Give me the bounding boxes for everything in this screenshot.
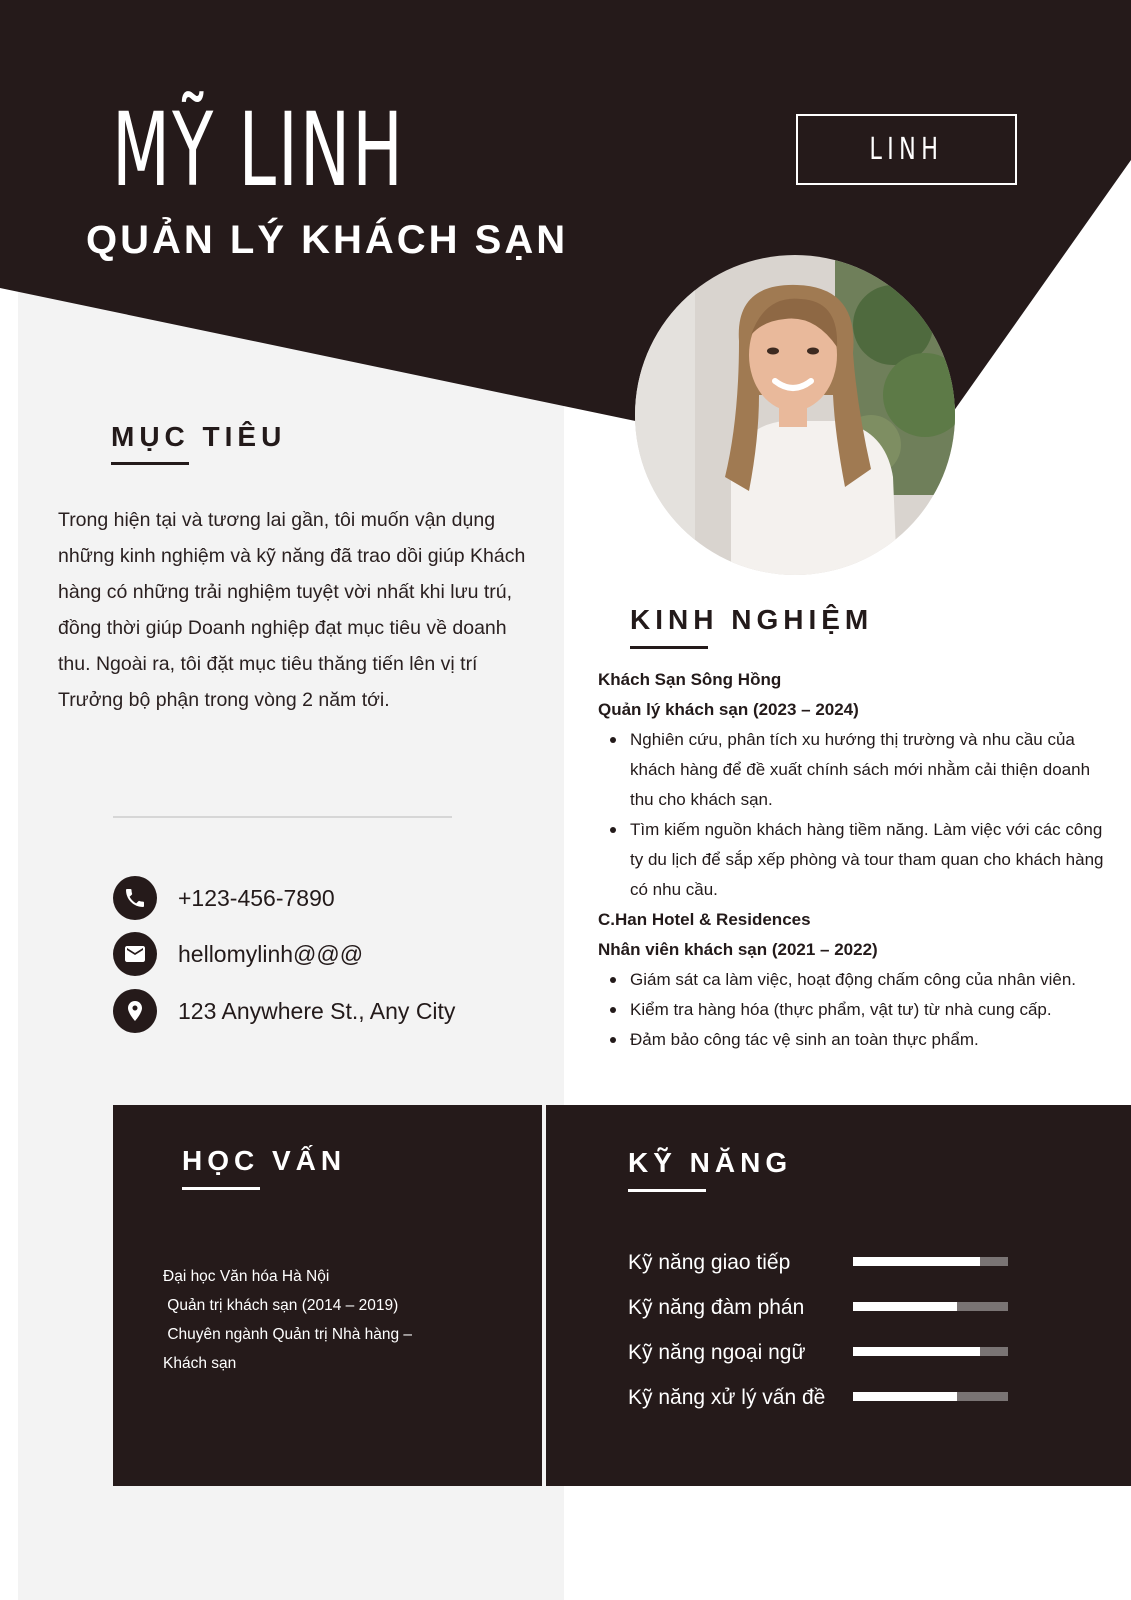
location-pin-icon bbox=[113, 989, 157, 1033]
job-duty-item: Kiểm tra hàng hóa (thực phẩm, vật tư) từ nhà cung cấp. bbox=[630, 995, 1108, 1025]
logo-text: LINH bbox=[869, 132, 944, 167]
education-major: Chuyên ngành Quản trị Nhà hàng – Khách sạn bbox=[163, 1326, 417, 1372]
job-duties bbox=[598, 725, 1108, 905]
skill-level-bar bbox=[853, 1392, 1008, 1401]
job-role: Nhân viên khách sạn (2021 – 2022) bbox=[598, 940, 878, 959]
skill-level-fill bbox=[853, 1257, 980, 1266]
skill-level-fill bbox=[853, 1302, 957, 1311]
contact-email: hellomylinh@@@ bbox=[178, 940, 364, 967]
contact-address-row bbox=[113, 989, 455, 1033]
skill-label: Kỹ năng giao tiếp bbox=[628, 1251, 791, 1274]
education-heading: HỌC VẤN bbox=[182, 1145, 347, 1176]
skill-label: Kỹ năng đàm phán bbox=[628, 1296, 805, 1319]
skill-level-fill bbox=[853, 1347, 980, 1356]
profile-photo bbox=[635, 255, 955, 575]
contact-phone: +123-456-7890 bbox=[178, 884, 335, 911]
job-duty-item: Nghiên cứu, phân tích xu hướng thị trường và nhu cầu của khách hàng để đề xuất chính sách mới nhằm cải thiện doanh thu cho khách sạn. bbox=[630, 725, 1108, 815]
job-company: C.Han Hotel & Residences bbox=[598, 910, 811, 929]
job-role: Quản lý khách sạn (2023 – 2024) bbox=[598, 700, 859, 719]
contact-email-row bbox=[113, 932, 363, 976]
job-duty-item: Tìm kiếm nguồn khách hàng tiềm năng. Làm việc với các công ty du lịch để sắp xếp phòng và tour tham quan cho khách hàng có nhu cầu. bbox=[630, 815, 1108, 905]
logo-box bbox=[796, 114, 1017, 185]
experience-heading: KINH NGHIỆM bbox=[630, 604, 874, 635]
job-duty-item: Đảm bảo công tác vệ sinh an toàn thực phẩm. bbox=[630, 1025, 1108, 1055]
education-school: Đại học Văn hóa Hà Nội bbox=[163, 1268, 330, 1285]
contact-phone-row bbox=[113, 876, 335, 920]
skill-level-bar bbox=[853, 1302, 1008, 1311]
education-degree: Quản trị khách sạn (2014 – 2019) bbox=[163, 1297, 399, 1314]
job-title: QUẢN LÝ KHÁCH SẠN bbox=[86, 218, 569, 262]
job-duties bbox=[598, 965, 1108, 1055]
phone-icon bbox=[113, 876, 157, 920]
contact-address: 123 Anywhere St., Any City bbox=[178, 997, 456, 1024]
contact-divider bbox=[113, 816, 452, 818]
skills-heading: KỸ NĂNG bbox=[628, 1147, 793, 1178]
skills-section bbox=[546, 1105, 1131, 1486]
email-icon bbox=[113, 932, 157, 976]
experience-list bbox=[598, 665, 1108, 1055]
skill-label: Kỹ năng xử lý vấn đề bbox=[628, 1386, 826, 1409]
job-company: Khách Sạn Sông Hồng bbox=[598, 670, 782, 689]
education-heading-underline bbox=[182, 1187, 260, 1190]
skill-label: Kỹ năng ngoại ngữ bbox=[628, 1341, 806, 1364]
education-details bbox=[163, 1262, 453, 1378]
experience-heading-underline bbox=[630, 646, 708, 649]
skill-level-fill bbox=[853, 1392, 957, 1401]
education-section bbox=[113, 1105, 542, 1486]
skill-level-bar bbox=[853, 1347, 1008, 1356]
job-duty-item: Giám sát ca làm việc, hoạt động chấm công của nhân viên. bbox=[630, 965, 1108, 995]
candidate-name: MỸ LINH bbox=[112, 91, 405, 210]
objective-text: Trong hiện tại và tương lai gần, tôi muốn vận dụng những kinh nghiệm và kỹ năng đã trao dồi giúp Khách hàng có những trải nghiệm tuyệt vời nhất khi lưu trú, đồng thời giúp Doanh nghiệp đạt mục tiêu về doanh thu. Ngoài ra, tôi đặt mục tiêu thăng tiến lên vị trí Trưởng bộ phận trong vòng 2 năm tới. bbox=[58, 509, 526, 711]
skills-heading-underline bbox=[628, 1189, 706, 1192]
objective-heading-underline bbox=[111, 462, 189, 465]
skill-level-bar bbox=[853, 1257, 1008, 1266]
objective-heading: MỤC TIÊU bbox=[111, 421, 287, 452]
